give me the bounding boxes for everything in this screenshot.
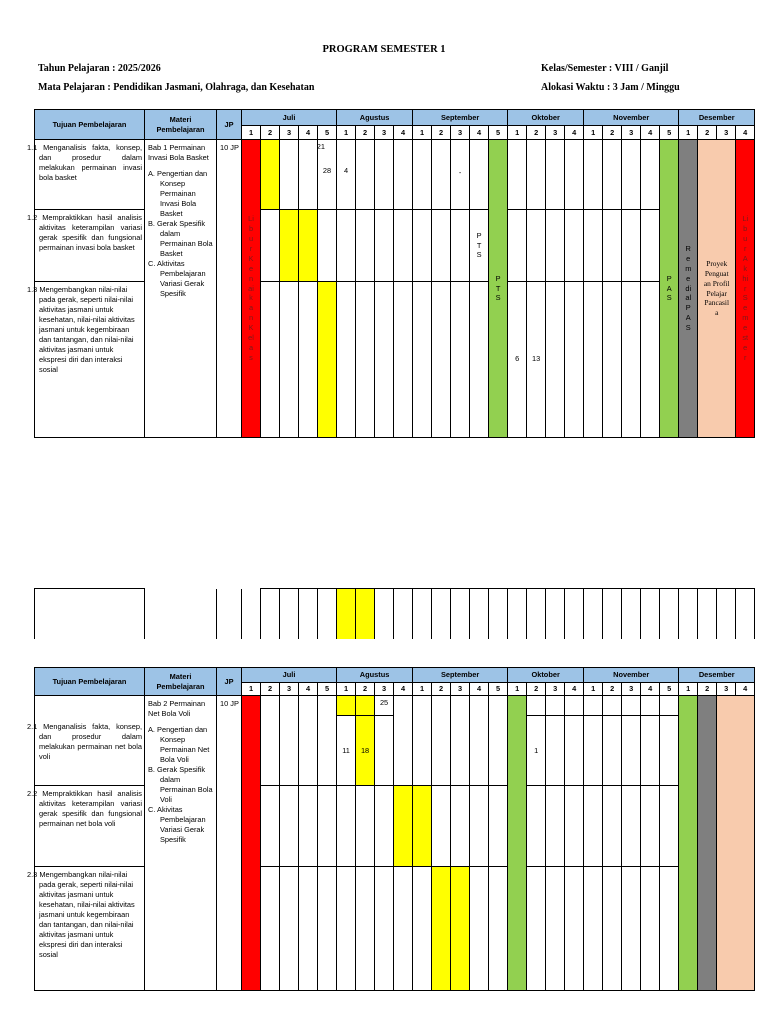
- materi-bab1: [145, 140, 217, 438]
- week-cell-active: [280, 210, 299, 282]
- date-11: 11: [342, 746, 350, 755]
- week-cell: [565, 140, 584, 210]
- pas-label: PAS: [666, 273, 672, 303]
- week-header: 2: [356, 683, 375, 696]
- stub-cell-active: [356, 589, 375, 640]
- week-cell: [527, 140, 546, 210]
- header-materi: Materi Pembelajaran: [145, 110, 217, 140]
- date-25: 25: [379, 698, 389, 707]
- week-cell: [565, 867, 584, 991]
- materi-bab1-title: Bab 1 Permainan Invasi Bola Basket: [148, 143, 209, 162]
- week-cell: [603, 716, 622, 786]
- program-table-bab1: [27, 109, 755, 438]
- week-cell: [318, 786, 337, 867]
- week-cell: [375, 210, 394, 282]
- week-cell: [432, 282, 451, 438]
- week-cell: [394, 696, 413, 786]
- week-header: 1: [508, 683, 527, 696]
- week-cell: [584, 282, 603, 438]
- tujuan-2-3: 2.3 Mengembangkan nilai-nilai pada gerak, seperti nilai-nilai aktivitas jasmani untuk kesehatan, nilai-nilai aktivitas jasmani untuk kegembiraan dan tantangan, dan nilai-nilai aktivitas jasmani untuk ekspresi diri dan interaksi sosial: [35, 867, 145, 991]
- week-cell: [375, 696, 394, 716]
- stub-cell: [413, 589, 432, 640]
- week-cell: [489, 786, 508, 867]
- week-cell: [261, 696, 280, 786]
- stub-cell: [242, 589, 261, 640]
- stub-cell: [641, 589, 660, 640]
- stub-cell: [432, 589, 451, 640]
- stub-cell: [698, 589, 717, 640]
- tujuan-1-3: 1.3 Mengembangkan nilai-nilai pada gerak, seperti nilai-nilai aktivitas jasmani untuk kesehatan, nilai-nilai aktivitas jasmani untuk kegembiraan dan tantangan, dan nilai-nilai aktivitas jasmani untuk ekspresi diri dan interaksi sosial: [35, 282, 145, 438]
- week-header: 5: [660, 126, 679, 140]
- libur-akhir-semester: [736, 140, 755, 438]
- week-header: 2: [603, 126, 622, 140]
- week-cell: [280, 140, 299, 210]
- pts-column: [489, 140, 508, 438]
- week-cell: [603, 210, 622, 282]
- week-header: 2: [432, 126, 451, 140]
- week-cell: [546, 716, 565, 786]
- pts-column-2: [508, 696, 527, 991]
- week-cell: [318, 210, 337, 282]
- week-cell: [413, 210, 432, 282]
- week-header: 4: [470, 683, 489, 696]
- materi-bab2: [145, 696, 217, 991]
- week-cell: [546, 696, 565, 716]
- page-title: PROGRAM SEMESTER 1: [322, 44, 446, 55]
- week-cell: [584, 786, 603, 867]
- week-cell: [641, 867, 660, 991]
- week-cell: [641, 282, 660, 438]
- week-header: 1: [679, 126, 698, 140]
- stub-cell: [717, 589, 736, 640]
- week-cell: [527, 786, 546, 867]
- week-header: 4: [736, 126, 755, 140]
- stub-cell-active: [337, 589, 356, 640]
- week-cell: [546, 210, 565, 282]
- week-cell: [565, 786, 584, 867]
- week-header: 3: [280, 126, 299, 140]
- stub-cell: [489, 589, 508, 640]
- materi-bab2-c: C. Akivitas Pembelajaran Variasi Gerak Spesifik: [148, 804, 206, 844]
- stub-cell: [584, 589, 603, 640]
- week-cell: [641, 696, 660, 716]
- week-cell-active: [261, 140, 280, 210]
- week-cell: [413, 282, 432, 438]
- week-cell: [394, 867, 413, 991]
- jp-bab1: 10 JP: [217, 140, 242, 438]
- date-28: 28: [322, 166, 332, 175]
- stub-cell: [603, 589, 622, 640]
- week-cell-active: [432, 867, 451, 991]
- week-cell: [432, 140, 451, 210]
- pts-small-label: PTS: [476, 230, 482, 260]
- week-cell: [622, 140, 641, 210]
- projek-p5-label: Proyek Penguatan Profil Pelajar Pancasila: [703, 258, 730, 318]
- week-header: 3: [546, 683, 565, 696]
- materi-bab1-a: A. Pengertian dan Konsep Permainan Invasi Bola Basket: [148, 168, 208, 218]
- header-month-juli: Juli: [242, 110, 337, 126]
- stub-cell: [261, 589, 280, 640]
- week-cell: [641, 210, 660, 282]
- week-cell: [470, 210, 489, 282]
- week-header: 4: [736, 683, 755, 696]
- tujuan-2-2: 2.2 Mempraktikkan hasil analisis aktivitas keterampilan variasi gerak spesifik dan fungsional permainan net bola voli: [35, 786, 145, 867]
- week-cell: [432, 786, 451, 867]
- week-cell: [356, 210, 375, 282]
- week-cell: [622, 282, 641, 438]
- week-cell: [584, 140, 603, 210]
- week-header: 2: [698, 126, 717, 140]
- week-header: 3: [451, 126, 470, 140]
- week-header: 2: [356, 126, 375, 140]
- week-cell: [299, 696, 318, 786]
- week-cell: [299, 140, 325, 210]
- materi-bab2-b: B. Gerak Spesifik dalam Permainan Bola Voli: [148, 764, 213, 804]
- week-cell: [337, 140, 356, 210]
- week-cell: [565, 282, 584, 438]
- week-cell: [375, 786, 394, 867]
- header-materi: Materi Pembelajaran: [145, 668, 217, 696]
- week-header: 5: [489, 683, 508, 696]
- header-month-desember: Desember: [679, 110, 755, 126]
- stub-cell: [565, 589, 584, 640]
- week-header: 3: [375, 126, 394, 140]
- week-cell: [337, 716, 356, 786]
- week-cell-active: [356, 716, 375, 786]
- week-header: 1: [413, 126, 432, 140]
- week-header: 4: [565, 126, 584, 140]
- week-cell: [299, 786, 318, 867]
- header-month-agustus: Agustus: [337, 110, 413, 126]
- week-cell: [584, 696, 603, 716]
- week-header: 2: [603, 683, 622, 696]
- week-header: 1: [337, 126, 356, 140]
- week-cell: [261, 282, 280, 438]
- materi-bab2-a: A. Pengertian dan Konsep Permainan Net Bola Voli: [148, 724, 210, 764]
- week-header: 3: [622, 126, 641, 140]
- week-cell-active: [356, 696, 375, 716]
- dash-mark: -: [458, 168, 462, 177]
- week-cell: [584, 867, 603, 991]
- week-cell: [641, 716, 660, 786]
- week-cell: [565, 716, 584, 786]
- stub-cell: [375, 589, 394, 640]
- week-cell: [470, 867, 489, 991]
- stub-cell: [451, 589, 470, 640]
- stub-cell: [527, 589, 546, 640]
- week-cell: [508, 282, 527, 438]
- week-cell: [603, 786, 622, 867]
- week-cell: [413, 696, 432, 786]
- materi-bab1-b: B. Gerak Spesifik dalam Permainan Bola Basket: [148, 218, 213, 258]
- week-cell: [299, 282, 318, 438]
- week-cell: [394, 210, 413, 282]
- week-cell: [261, 867, 280, 991]
- week-cell: [603, 867, 622, 991]
- week-cell: [451, 696, 470, 786]
- week-cell: [546, 282, 565, 438]
- week-cell: [470, 282, 489, 438]
- week-cell-active: [337, 696, 356, 716]
- week-header: 1: [242, 683, 261, 696]
- week-cell: [622, 716, 641, 786]
- week-cell: [565, 696, 584, 716]
- week-cell: [413, 867, 432, 991]
- week-cell: [261, 210, 280, 282]
- week-cell: [356, 282, 375, 438]
- week-cell: [470, 786, 489, 867]
- stub-cell: [217, 589, 242, 640]
- header-month-oktober: Oktober: [508, 110, 584, 126]
- week-cell: [527, 867, 546, 991]
- header-month-november: November: [584, 668, 679, 683]
- week-cell: [508, 210, 527, 282]
- week-header: 2: [261, 126, 280, 140]
- tujuan-2-1: 2.1 Menganalisis fakta, konsep, dan prosedur dalam melakukan permainan net bola voli: [35, 696, 145, 786]
- week-cell-active: [451, 867, 470, 991]
- libur-kenaikan-kelas-2: [242, 696, 261, 991]
- week-cell: [603, 140, 622, 210]
- week-cell: [337, 282, 356, 438]
- date-13: 13: [532, 354, 541, 363]
- week-cell: [394, 282, 413, 438]
- kelas-semester: Kelas/Semester : VIII / Ganjil: [541, 63, 669, 74]
- week-cell-active: [394, 786, 413, 867]
- week-header: 3: [546, 126, 565, 140]
- stub-cell: [470, 589, 489, 640]
- week-cell: [337, 210, 356, 282]
- week-cell: [375, 282, 394, 438]
- stub-cell: [318, 589, 337, 640]
- week-header: 4: [394, 126, 413, 140]
- week-cell: [660, 696, 679, 716]
- week-header: 4: [641, 683, 660, 696]
- date-4: 4: [344, 166, 349, 175]
- week-cell: [546, 786, 565, 867]
- week-header: 5: [318, 683, 337, 696]
- header-month-september: September: [413, 110, 508, 126]
- week-cell: [527, 282, 546, 438]
- week-header: 4: [470, 126, 489, 140]
- week-header: 5: [660, 683, 679, 696]
- week-cell: [432, 696, 451, 786]
- date-1: 1: [534, 746, 539, 755]
- week-header: 4: [565, 683, 584, 696]
- week-header: 3: [717, 683, 736, 696]
- week-cell: [470, 696, 489, 786]
- week-header: 2: [432, 683, 451, 696]
- week-cell: [584, 210, 603, 282]
- tujuan-1-2: 1.2 Mempraktikkan hasil analisis aktivitas keterampilan variasi gerak spesifik dan fungsional permainan invasi bola basket: [35, 210, 145, 282]
- week-cell: [280, 696, 299, 786]
- week-header: 1: [508, 126, 527, 140]
- page-break-stub: [34, 588, 755, 639]
- week-header: 4: [641, 126, 660, 140]
- week-cell: [508, 140, 527, 210]
- week-header: 4: [299, 126, 318, 140]
- week-cell: [584, 716, 603, 786]
- week-cell: [622, 210, 641, 282]
- week-header: 1: [584, 126, 603, 140]
- week-header: 3: [717, 126, 736, 140]
- week-cell: [375, 867, 394, 991]
- week-header: 2: [527, 683, 546, 696]
- week-cell: [641, 140, 660, 210]
- week-header: 3: [375, 683, 394, 696]
- week-cell: [432, 210, 451, 282]
- week-cell: [451, 786, 470, 867]
- date-21: 21: [316, 142, 325, 151]
- week-cell: [527, 210, 546, 282]
- week-header: 2: [698, 683, 717, 696]
- stub-cell: [660, 589, 679, 640]
- materi-bab2-title: Bab 2 Permainan Net Bola Voli: [148, 699, 206, 718]
- alokasi-waktu: Alokasi Waktu : 3 Jam / Minggu: [541, 82, 680, 93]
- projek-p5-column: [698, 140, 736, 438]
- remedial-pas-column-2: [698, 696, 717, 991]
- pas-column: [660, 140, 679, 438]
- week-cell: [660, 716, 679, 786]
- header-month-juli: Juli: [242, 668, 337, 683]
- header-jp: JP: [217, 110, 242, 140]
- libur-kenaikan-kelas-label: Libur Kenaikan Kelas: [248, 213, 254, 363]
- stub-cell: [280, 589, 299, 640]
- week-header: 1: [413, 683, 432, 696]
- week-cell: [622, 786, 641, 867]
- mata-pelajaran: Mata Pelajaran : Pendidikan Jasmani, Olahraga, dan Kesehatan: [38, 82, 315, 93]
- week-cell: [565, 210, 584, 282]
- tahun-pelajaran: Tahun Pelajaran : 2025/2026: [38, 63, 161, 74]
- week-cell: [413, 140, 432, 210]
- pts-label: PTS: [495, 273, 501, 303]
- week-header: 4: [299, 683, 318, 696]
- week-header: 1: [337, 683, 356, 696]
- week-cell: [375, 716, 394, 786]
- libur-akhir-semester-label: Libur Akhir Semester: [742, 213, 749, 363]
- header-tujuan: Tujuan Pembelajaran: [35, 668, 145, 696]
- week-cell: [375, 140, 394, 210]
- stub-cell: [299, 589, 318, 640]
- week-cell-active: [413, 786, 432, 867]
- program-table-bab2: [27, 667, 755, 991]
- remedial-pas-label: Remedial PAS: [685, 243, 692, 333]
- week-cell: [489, 867, 508, 991]
- projek-p5-column-2: [717, 696, 755, 991]
- week-cell: [622, 696, 641, 716]
- week-cell: [641, 786, 660, 867]
- week-header: 1: [584, 683, 603, 696]
- stub-cell: [35, 589, 145, 640]
- week-cell: [356, 867, 375, 991]
- week-cell: [451, 282, 470, 438]
- stub-cell: [394, 589, 413, 640]
- stub-cell: [679, 589, 698, 640]
- week-header: 3: [451, 683, 470, 696]
- stub-cell: [508, 589, 527, 640]
- week-cell: [451, 140, 470, 210]
- week-header: 2: [527, 126, 546, 140]
- week-cell: [280, 867, 299, 991]
- stub-cell: [145, 589, 217, 640]
- header-tujuan: Tujuan Pembelajaran: [35, 110, 145, 140]
- week-cell: [337, 786, 356, 867]
- week-header: 1: [679, 683, 698, 696]
- week-cell: [489, 696, 508, 786]
- week-cell: [527, 716, 546, 786]
- week-cell: [660, 867, 679, 991]
- week-cell: [470, 140, 489, 210]
- remedial-pas-column: [679, 140, 698, 438]
- jp-bab2: 10 JP: [217, 696, 242, 991]
- stub-cell: [622, 589, 641, 640]
- header-month-september: September: [413, 668, 508, 683]
- week-cell: [603, 696, 622, 716]
- stub-cell: [736, 589, 755, 640]
- week-cell: [622, 867, 641, 991]
- header-month-november: November: [584, 110, 679, 126]
- week-cell: [318, 696, 337, 786]
- week-header: 5: [318, 126, 337, 140]
- week-cell: [261, 786, 280, 867]
- week-cell: [527, 696, 546, 716]
- week-header: 5: [489, 126, 508, 140]
- date-6: 6: [515, 354, 520, 363]
- tujuan-1-1: 1.1 Menganalisis fakta, konsep, dan prosedur dalam melakukan permainan invasi bola basket: [35, 140, 145, 210]
- week-cell: [337, 867, 356, 991]
- week-cell: [546, 867, 565, 991]
- libur-kenaikan-kelas: [242, 140, 261, 438]
- week-cell: [356, 140, 375, 210]
- week-header: 1: [242, 126, 261, 140]
- materi-bab1-c: C. Aktivitas Pembelajaran Variasi Gerak Spesifik: [148, 258, 206, 298]
- header-jp: JP: [217, 668, 242, 696]
- week-cell: [356, 786, 375, 867]
- week-cell-active: [299, 210, 318, 282]
- week-header: 3: [622, 683, 641, 696]
- week-cell-active: [318, 282, 337, 438]
- week-cell: [280, 786, 299, 867]
- date-18: 18: [360, 746, 370, 755]
- week-header: 2: [261, 683, 280, 696]
- pas-column-2: [679, 696, 698, 991]
- week-cell: [660, 786, 679, 867]
- stub-cell: [546, 589, 565, 640]
- week-cell: [280, 282, 299, 438]
- week-cell: [451, 210, 470, 282]
- header-month-desember: Desember: [679, 668, 755, 683]
- week-cell: [546, 140, 565, 210]
- week-header: 4: [394, 683, 413, 696]
- week-header: 3: [280, 683, 299, 696]
- week-cell: [394, 140, 413, 210]
- week-cell: [603, 282, 622, 438]
- week-cell: [299, 867, 318, 991]
- header-month-agustus: Agustus: [337, 668, 413, 683]
- week-cell: [318, 867, 337, 991]
- header-month-oktober: Oktober: [508, 668, 584, 683]
